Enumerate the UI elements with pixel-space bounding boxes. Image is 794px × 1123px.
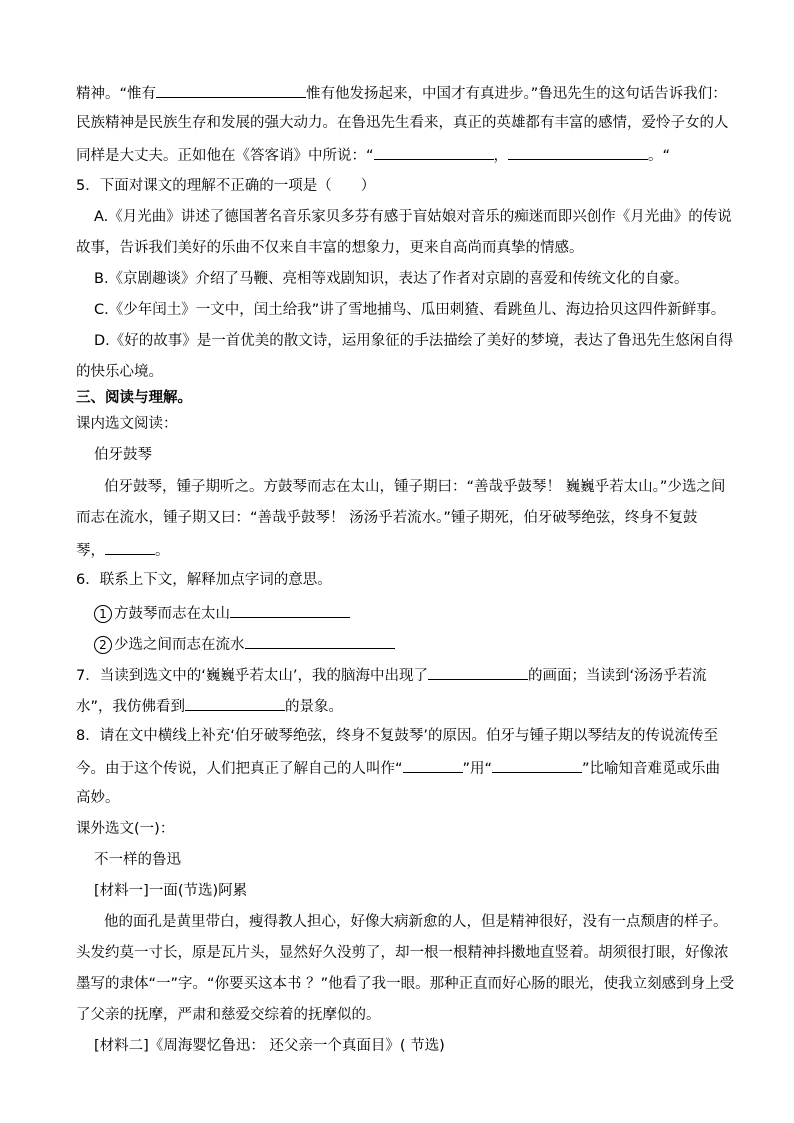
question-7-line-2: 水”，我仿佛看到 的景象。 [76, 695, 754, 717]
passage-text-3: 琴， 。 [76, 539, 754, 561]
answer-blank[interactable] [403, 757, 463, 773]
answer-blank[interactable] [156, 82, 306, 98]
material-2-heading: [材料二]《周海婴忆鲁迅： 还父亲一个真面目》( 节选) [94, 1038, 445, 1054]
answer-blank[interactable] [185, 695, 285, 711]
circled-number-1: 1 [94, 605, 112, 623]
material-1-text-2: 头发约莫一寸长，原是瓦片头，显然好久没剪了，却一根一根精神抖擞地直竖着。胡须很打眼，好像浓 [76, 945, 729, 961]
q5-option-a: A.《月光曲》讲述了德国著名音乐家贝多芬有感于盲姑娘对音乐的痴迷而即兴创作《月光曲》的传说 [94, 209, 732, 225]
passage-line-2: 民族精神是民族生存和发展的强大动力。在鲁迅先生看来，真正的英雄都有丰富的感情，爱怜子女的人 [76, 115, 729, 131]
extra-reading-title: 不一样的鲁迅 [94, 852, 181, 868]
material-1-text-4: 了父亲的抚摩，严肃和慈爱交综着的抚摩似的。 [76, 1007, 381, 1023]
passage-line-1: 精神。“惟有 惟有他发扬起来，中国才有真进步。”鲁迅先生的这句话告诉我们： [76, 82, 754, 104]
material-1-text-3: 墨写的隶体“一”字。“你要买这本书 ？”他看了我一眼。那种正直而好心肠的眼光，使我立刻感到身上受 [76, 976, 735, 992]
question-6-stem: 6．联系上下文，解释加点字词的意思。 [76, 572, 332, 588]
circled-number-2: 2 [94, 636, 112, 654]
question-5-stem: 5．下面对课文的理解不正确的一项是（ ） [76, 178, 376, 194]
answer-blank[interactable] [105, 539, 155, 555]
answer-blank[interactable] [428, 664, 528, 680]
section-3-intro: 课内选文阅读： [76, 416, 178, 432]
extra-reading-intro: 课外选文(一)： [76, 821, 175, 837]
q5-option-b: B.《京剧趣谈》介绍了马鞭、亮相等戏剧知识，表达了作者对京剧的喜爱和传统文化的自豪。 [94, 271, 689, 287]
q5-option-c: C.《少年闰土》一文中，闰土给我”讲了雪地捕鸟、瓜田刺猹、看跳鱼儿、海边拾贝这四件新鲜事。 [94, 302, 726, 318]
q6-item-1: 1 方鼓琴而志在太山 [94, 602, 754, 624]
passage-title: 伯牙鼓琴 [94, 447, 152, 463]
question-8-line-2: 今。由于这个传说，人们把真正了解自己的人叫作“ ”用“ ”比喻知音难觅或乐曲 [76, 757, 754, 779]
passage-text-1: 伯牙鼓琴，锺子期听之。方鼓琴而志在太山，锺子期曰：“善哉乎鼓琴！ 巍巍乎若太山。”少选之间 [104, 479, 726, 495]
answer-blank[interactable] [374, 144, 494, 160]
answer-blank[interactable] [492, 757, 582, 773]
q5-option-d: D.《好的故事》是一首优美的散文诗，运用象征的手法描绘了美好的梦境，表达了鲁迅先生悠闲自得 [94, 333, 734, 349]
q6-item-2: 2 少选之间而志在流水 [94, 633, 754, 655]
q5-option-d-cont: 的快乐心境。 [76, 364, 163, 380]
question-8-line-1: 8．请在文中横线上补充‘伯牙破琴绝弦，终身不复鼓琴’的原因。伯牙与锺子期以琴结友的传说流传至 [76, 728, 718, 744]
q5-option-a-cont: 故事，告诉我们美好的乐曲不仅来自丰富的想象力，更来自高尚而真挚的情感。 [76, 240, 584, 256]
passage-text-2: 而志在流水，锺子期又曰：“善哉乎鼓琴！ 汤汤乎若流水。”锺子期死，伯牙破琴绝弦，终身不复鼓 [76, 510, 698, 526]
question-8-line-3: 高妙。 [76, 790, 120, 806]
passage-line-3: 同样是大丈夫。正如他在《答客诮》中所说：“ ， 。“ [76, 144, 754, 166]
answer-blank[interactable] [508, 144, 648, 160]
section-3-heading: 三、阅读与理解。 [76, 390, 192, 406]
material-1-heading: [材料一]一面(节选)阿累 [94, 883, 248, 899]
question-7-line-1: 7．当读到选文中的‘巍巍乎若太山’，我的脑海中出现了 的画面；当读到‘汤汤乎若流 [76, 664, 754, 686]
answer-blank[interactable] [245, 633, 395, 649]
material-1-text-1: 他的面孔是黄里带白，瘦得教人担心，好像大病新愈的人，但是精神很好，没有一点颓唐的样子。 [104, 914, 728, 930]
answer-blank[interactable] [230, 602, 350, 618]
